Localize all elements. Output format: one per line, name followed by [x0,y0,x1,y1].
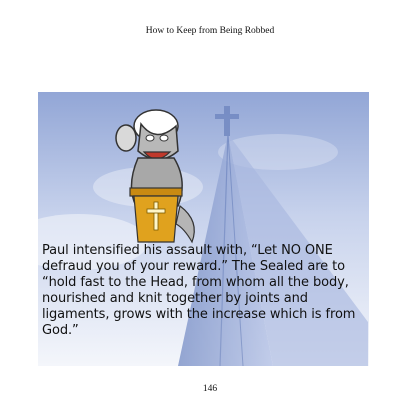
fist-icon [116,125,136,151]
cross-icon [154,202,158,230]
caption [42,243,368,339]
caption-line: ligaments, grows with the increase which is from [42,307,356,322]
caption-line: Paul intensified his assault with, “Let NO ONE [42,243,333,258]
page-number: 146 [202,384,218,394]
page-header: How to Keep from Being Robbed [145,26,275,36]
caption-line: nourished and knit together by joints and [42,291,308,306]
caption-line: “hold fast to the Head, from whom all the body, [42,275,349,290]
wolf-preacher-illustration [96,96,206,246]
caption-line: defraud you of your reward.” The Sealed are to [42,259,345,274]
caption-line: God.” [42,323,79,338]
